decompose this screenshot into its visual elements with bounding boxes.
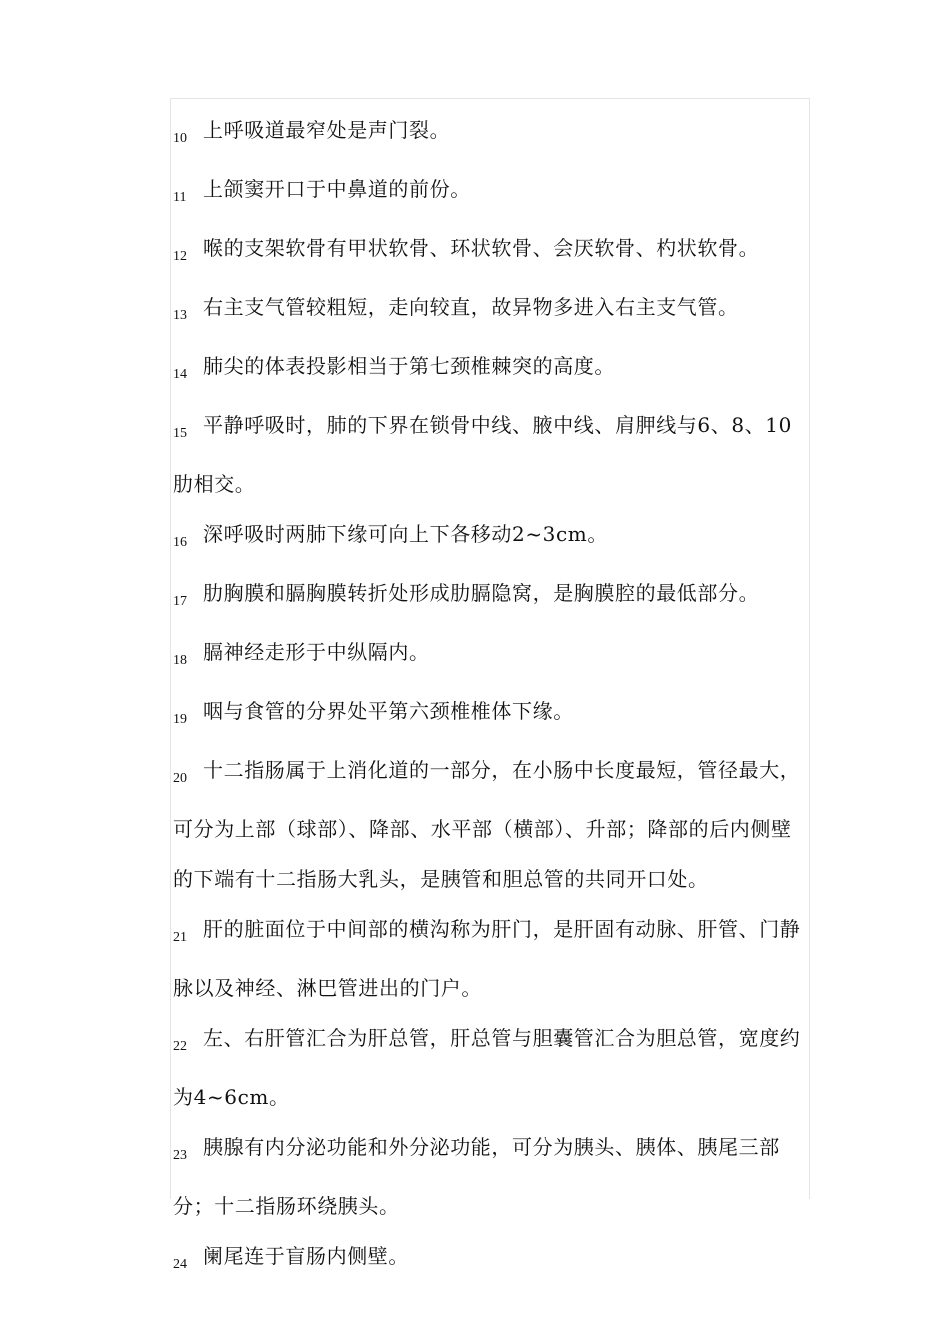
item-number: 14 xyxy=(173,367,187,382)
item-text: 喉的支架软骨有甲状软骨、环状软骨、会厌软骨、杓状软骨。 xyxy=(203,236,760,260)
item-text: 膈神经走形于中纵隔内。 xyxy=(203,640,430,664)
list-item xyxy=(173,686,807,745)
item-number: 12 xyxy=(173,249,187,264)
list-item xyxy=(173,568,807,627)
item-number: 17 xyxy=(173,594,187,609)
list-item xyxy=(173,1013,807,1122)
item-number: 13 xyxy=(173,308,187,323)
list-item xyxy=(173,904,807,1013)
item-number: 23 xyxy=(173,1148,187,1163)
item-text: 平静呼吸时，肺的下界在锁骨中线、腋中线、肩胛线与6、8、10肋相交。 xyxy=(173,413,792,496)
item-text: 阑尾连于盲肠内侧壁。 xyxy=(203,1244,409,1268)
item-text: 左、右肝管汇合为肝总管，肝总管与胆囊管汇合为胆总管，宽度约为4~6cm。 xyxy=(173,1026,801,1109)
item-text: 上呼吸道最窄处是声门裂。 xyxy=(203,118,451,142)
list-item xyxy=(173,509,807,568)
item-number: 15 xyxy=(173,426,187,441)
item-number: 20 xyxy=(173,771,187,786)
item-number: 16 xyxy=(173,535,187,550)
item-number: 21 xyxy=(173,930,187,945)
list-item xyxy=(173,745,807,904)
item-text: 右主支气管较粗短，走向较直，故异物多进入右主支气管。 xyxy=(203,295,739,319)
item-text: 咽与食管的分界处平第六颈椎椎体下缘。 xyxy=(203,699,574,723)
list-item xyxy=(173,341,807,400)
list-item xyxy=(173,164,807,223)
item-number: 11 xyxy=(173,190,187,205)
item-number: 24 xyxy=(173,1257,187,1272)
item-number: 18 xyxy=(173,653,187,668)
document-body xyxy=(173,105,807,1290)
list-item xyxy=(173,105,807,164)
item-text: 上颌窦开口于中鼻道的前份。 xyxy=(203,177,471,201)
list-item xyxy=(173,223,807,282)
list-item xyxy=(173,1122,807,1231)
item-text: 胰腺有内分泌功能和外分泌功能，可分为胰头、胰体、胰尾三部分；十二指肠环绕胰头。 xyxy=(173,1135,780,1218)
item-number: 19 xyxy=(173,712,187,727)
list-item xyxy=(173,400,807,509)
item-text: 肋胸膜和膈胸膜转折处形成肋膈隐窝，是胸膜腔的最低部分。 xyxy=(203,581,760,605)
list-item xyxy=(173,282,807,341)
item-text: 肝的脏面位于中间部的横沟称为肝门，是肝固有动脉、肝管、门静脉以及神经、淋巴管进出的门户。 xyxy=(173,917,801,1000)
item-text: 深呼吸时两肺下缘可向上下各移动2~3cm。 xyxy=(203,522,608,546)
item-number: 10 xyxy=(173,131,187,146)
item-text: 十二指肠属于上消化道的一部分，在小肠中长度最短，管径最大，可分为上部（球部）、降部、水平部（横部）、升部；降部的后内侧壁的下端有十二指肠大乳头，是胰管和胆总管的共同开口处。 xyxy=(173,758,801,891)
list-item xyxy=(173,1231,807,1290)
item-number: 22 xyxy=(173,1039,187,1054)
item-text: 肺尖的体表投影相当于第七颈椎棘突的高度。 xyxy=(203,354,615,378)
list-item xyxy=(173,627,807,686)
